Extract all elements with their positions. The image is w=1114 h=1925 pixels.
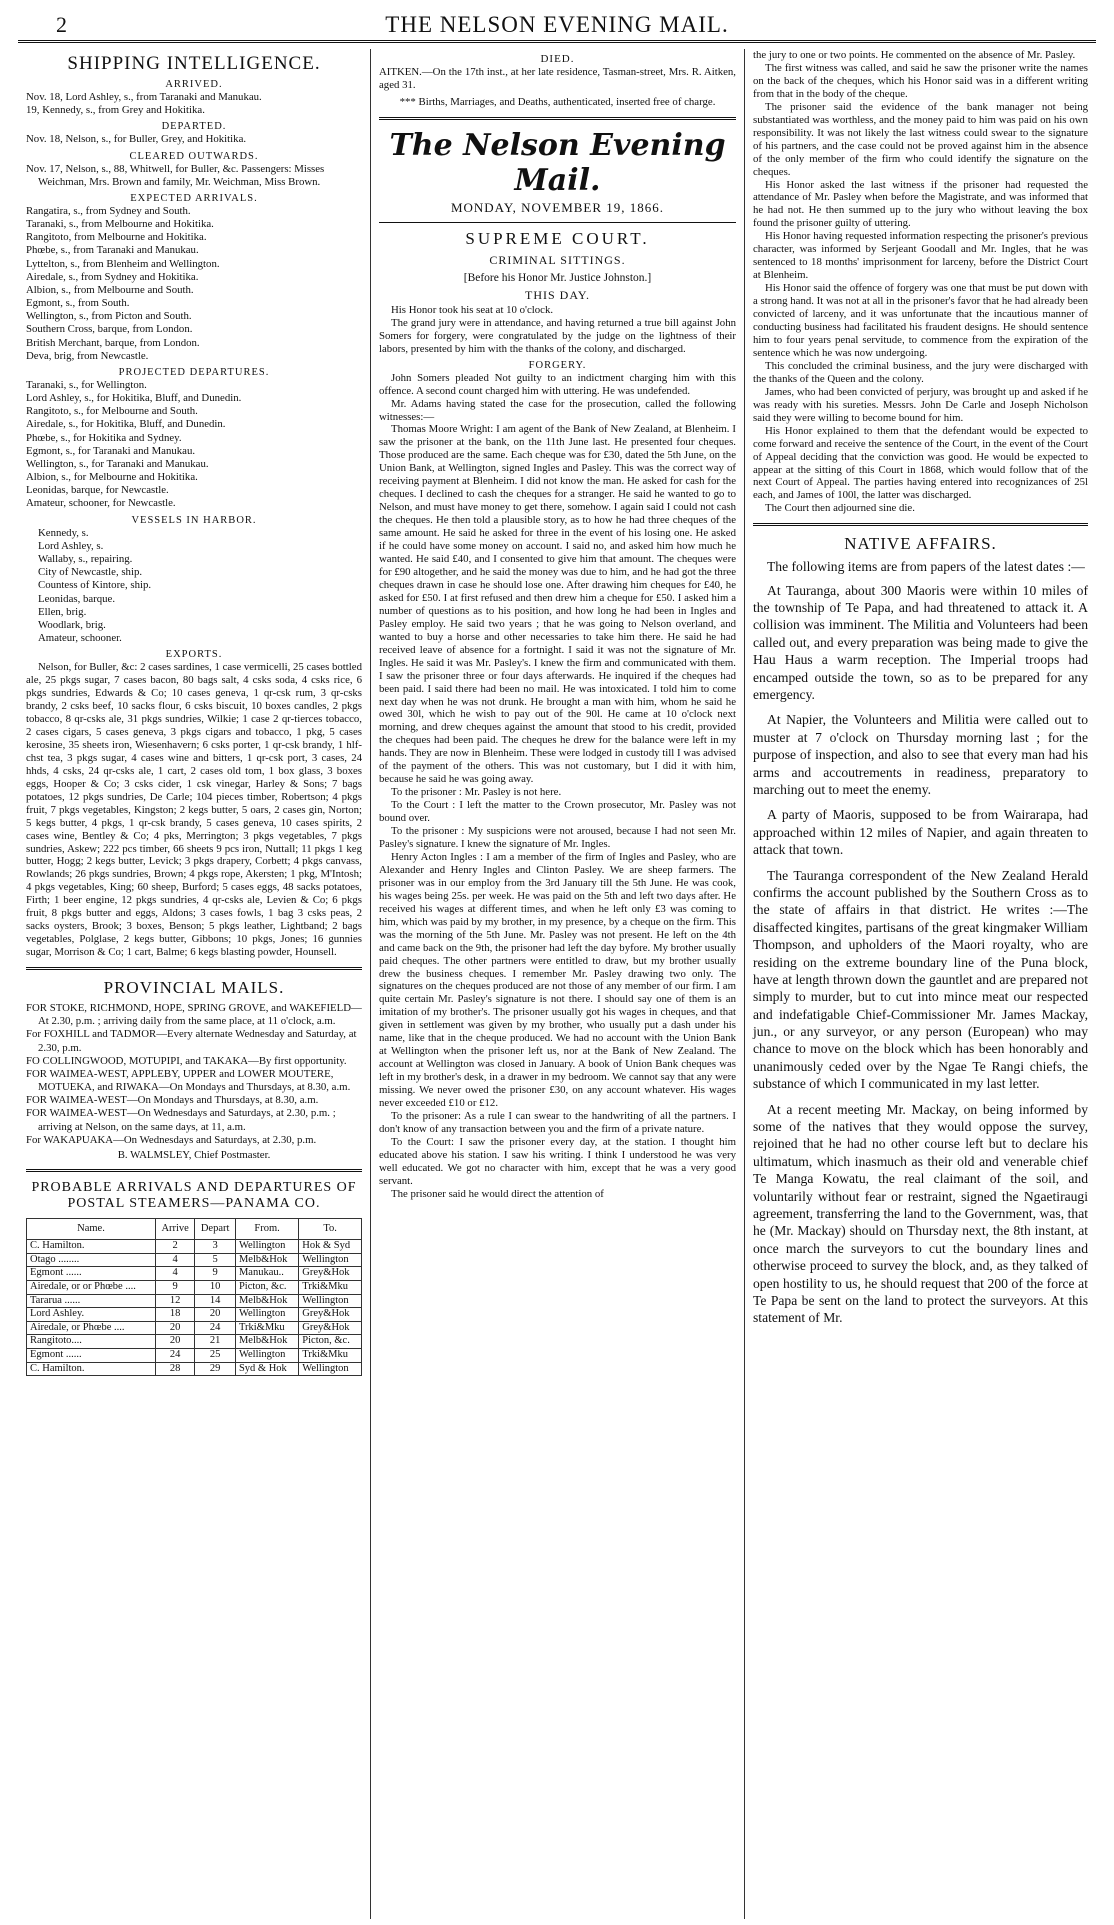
list-item: Taranaki, s., from Melbourne and Hokitika. bbox=[26, 218, 214, 231]
table-cell: Grey&Hok bbox=[299, 1321, 362, 1335]
paragraph: His Honor explained to them that the defendant would be expected to come forward and receive the sentence of the Court, in the event of the Court of Appeal deciding that the conviction was good. He would be expected to appear at the sitting of this Court in 1868, which would follow that of the next Court of Appeal. The parties having entered into recognizances of 25l each, and James of 100l, the latter was discharged. bbox=[753, 424, 1088, 502]
paragraph: The Court then adjourned sine die. bbox=[765, 502, 915, 515]
table-cell: Manukau.. bbox=[235, 1267, 298, 1281]
projected-heading: PROJECTED DEPARTURES. bbox=[118, 366, 270, 378]
list-item: City of Newcastle, ship. bbox=[38, 566, 143, 579]
table-header: From. bbox=[235, 1219, 298, 1240]
paragraph: This concluded the criminal business, and the jury were discharged with the thanks of the Queen and the colony. bbox=[753, 359, 1088, 385]
table-cell: 4 bbox=[155, 1253, 194, 1267]
table-cell: Picton, &c. bbox=[235, 1280, 298, 1294]
list-item: For FOXHILL and TADMOR—Every alternate Wednesday and Saturday, at 2.30, p.m. bbox=[26, 1028, 357, 1054]
paragraph: The grand jury were in attendance, and having returned a true bill against John Somers for forgery, were congratulated by the judge on the lightness of their labors, presented by him with the thanks of the colony, and discharged. bbox=[379, 316, 736, 355]
table-cell: 29 bbox=[195, 1362, 236, 1376]
list-item: Lord Ashley, s., for Hokitika, Bluff, and Dunedin. bbox=[26, 392, 242, 405]
list-item: Taranaki, s., for Wellington. bbox=[26, 378, 147, 391]
table-cell: 24 bbox=[155, 1348, 194, 1362]
list-item: Nov. 17, Nelson, s., 88, Whitwell, for Buller, &c. Passengers: Misses Weichman, Mrs. Brown and family, Mr. Weichman, Miss Brown. bbox=[26, 162, 325, 188]
court-this-day: THIS DAY. bbox=[524, 287, 590, 302]
list-item: FOR STOKE, RICHMOND, HOPE, SPRING GROVE, and WAKEFIELD—At 2.30, p.m. ; arriving daily from the same place, at 11 o'clock, a.m. bbox=[26, 1002, 362, 1028]
page-number: 2 bbox=[56, 12, 67, 37]
list-item: British Merchant, barque, from London. bbox=[26, 336, 200, 349]
table-cell: 28 bbox=[155, 1362, 194, 1376]
newspaper-title: THE NELSON EVENING MAIL. bbox=[385, 12, 729, 37]
list-item: Airedale, s., from Sydney and Hokitika. bbox=[26, 270, 199, 283]
list-item: FOR WAIMEA-WEST, APPLEBY, UPPER and LOWER MOUTERE, MOTUEKA, and RIWAKA—On Mondays and Thursdays, at 8.30, a.m. bbox=[26, 1067, 351, 1094]
paragraph: John Somers pleaded Not guilty to an indictment charging him with this offence. A second count charged him with uttering. He was undefended. bbox=[379, 371, 736, 397]
table-cell: 24 bbox=[195, 1321, 236, 1335]
table-row bbox=[27, 1362, 362, 1376]
table-cell: 5 bbox=[195, 1253, 236, 1267]
list-item: Amateur, schooner. bbox=[38, 632, 122, 645]
cleared-heading: CLEARED OUTWARDS. bbox=[129, 150, 259, 162]
list-item: Lord Ashley, s. bbox=[38, 539, 104, 552]
vessels-heading: VESSELS IN HARBOR. bbox=[131, 514, 257, 526]
paragraph: Henry Acton Ingles : I am a member of the firm of Ingles and Pasley, who are Alexander and Henry Ingles and Clinton Pasley. We are sheep farmers. The prisoner was in our employ from the 3rd January till the 5th June. He was cook, his wages being 25s. per week. He was paid on the 5th and left two days after. He received his wages at different times, and when he left only £3 was coming to him, which was paid by my brother, in my presence, by a cheque on the firm. This was the morning of the 5th June. Mr. Pasley was not present. He left on the 4th and came back on the 9th, the prisoner had left the day byfore. My brother usually paid cheques. The other partners were entitled to draw, but my brother usually drew the business cheques. I remember Mr. Pasley drawing two only. The signatures on the cheques produced are not those of any member of our firm. I am quite certain Mr. Pasley's signature is not there. I should say one of them is an imitation of my brother's. The prisoner usually got his wages in cheques, and that given in settlement was given by my brother, who usually put a dash under his name, like that in the cheque produced. We had no account with the Union Bank at Wellington when the prisoner left us, nor at the Bank of New Zealand. The account at Wellington was closed in January. A book of Union Bank cheques was left in my brother's desk, in a drawer in my bedroom. We cannot say that any were missing. We never owed the prisoner £30, on any account whatever. His wages never exceeded £10 or £12. bbox=[379, 850, 736, 1110]
table-cell: Hok & Syd bbox=[299, 1240, 362, 1254]
list-item: Egmont, s., from South. bbox=[26, 297, 130, 310]
paragraph: James, who had been convicted of perjury, was brought up and asked if he was ready with his sureties. Messrs. John De Carle and Joseph Nicholson said they were willing to become bound for him. bbox=[753, 385, 1088, 424]
forgery-text bbox=[379, 372, 736, 1201]
exports-text: Nelson, for Buller, &c: 2 cases sardines, 1 case vermicelli, 25 cases bottled ale, 25 pkgs sugar, 7 cases bacon, 80 bags salt, 4 csks soda, 4 csks rice, 6 pkgs sundries, Edwards & Co; 10 cases geneva, 1 qr-csk rum, 3 qr-csks brandy, 2 csks beef, 10 sacks flour, 6 csks biscuit, 10 boxes candles, 2 pkgs tobacco, 8 qr-csks ale, 31 pkgs sundries, Wilkie; 1 case 2 qr-tierces tobacco, 2 cases cigars, 5 cases geneva, 3 pkgs cigars and tobacco, 1 pkg, 5 cases kerosine, 35 sheets iron, Wiesenhavern; 6 csks porter, 1 qr-csk brandy, 1 hlf-chst tea, 3 pkgs sugar, 4 cases wine and bitters, 1 qr-csk port, 3 cases, 24 hhds, 4 csks, 24 qr-csks ale, 1 cart, 2 cases old tom, 1 box glass, 3 boxes eggs, Hooper & Co; 3 csks cider, 1 csk vinegar, Harley & Sons; 7 bags potatoes, 12 pkgs sundries, De Carle; 104 pieces timber, Robertson; 4 pkgs fruit, 7 pkgs vegetables, Kingston; 2 kegs butter, 5 oars, 2 cases gin, Norton; 5 kegs butter, 4 pkgs, 1 qr-csk brandy, 5 cases geneva, 10 cases spirits, 2 cases wine, Bentley & Co; 4 pks, Merrington; 3 pkgs vegetables, 7 pkgs sundries, Askew; 222 pcs timber, 66 sheets 9 pcs iron, Nuttall; 11 pkgs 1 keg butter, Hogg; 2 kegs butter, Levick; 3 pkgs drapery, Corbett; 4 pkgs canvass, Rowlands; 26 pkgs sundries, Brown; 4 pkgs rope, Akersten; 1 pkg, M'Intosh; 4 pkgs vegetables, King; 60 sheep, Burford; 5 cases eggs, 48 sacks potatoes, Firth; 1 beer engine, 12 pkgs sundries, 4 qr-csks ale, Levien & Co; 6 pkgs fruit, 8 pkgs butter and eggs, Aldons; 3 cases fowls, 1 bag 3 csks peas, 2 sacks oysters, Brook; 3 boxes, Benson; 5 pkgs leather, Lightband; 2 bags vegetables, Polglase, 2 kegs butter, Gibbons; 10 pkgs, Jones; 16 gunnies sugar, Morrison & Co; 1 cart, Balme; 6 kegs blasting powder, Hounsell. bbox=[26, 661, 362, 959]
paragraph: His Honor said the offence of forgery was one that must be put down with a strong hand. It was not at all in the prisoner's favor that he had already been convicted of larceny, and it was unfortunate that the incautious manner of conducting business had facilitated his fraudent designs. He should sentence him to four years penal servitude, to commence from the expiration of the sentence which he was now undergoing. bbox=[753, 282, 1088, 359]
table-row bbox=[27, 1308, 362, 1322]
table-cell: 25 bbox=[195, 1348, 236, 1362]
paragraph: The prisoner said the evidence of the bank manager not being substantiated was worthless, and the money paid to him was paid on his own responsibility. It was not likely the last witness could swear to the signature of his partners, and the case could not be proved against him in the absence of the only member of the firm who could identify the signature on the cheques. bbox=[753, 100, 1088, 178]
table-cell: Trki&Mku bbox=[299, 1348, 362, 1362]
died-text: AITKEN.—On the 17th inst., at her late residence, Tasman-street, Mrs. R. Aitken, aged 31. bbox=[379, 66, 736, 91]
paper-date: MONDAY, NOVEMBER 19, 1866. bbox=[450, 199, 665, 215]
forgery-heading: FORGERY. bbox=[528, 359, 587, 371]
departed-list bbox=[26, 133, 362, 146]
list-item: Countess of Kintore, ship. bbox=[38, 579, 152, 592]
list-item: Nov. 18, Nelson, s., for Buller, Grey, and Hokitika. bbox=[26, 133, 247, 146]
paragraph: The Tauranga correspondent of the New Zealand Herald confirms the account published by the Southern Cross as to the state of affairs in that district. He writes :—The disaffected kingites, partisans of the great kingmaker William Thompson, and upholders of the Maori royalty, who are residing on the extreme boundary line of the Puna block, have at length thrown down the gauntlet and are prepared not simply to murder, but to cut into mince meat our respected and indefatigable Chief-Commissioner Mr. James Mackay, jun., or any surveyor, or any person (European) who may chance to move on the block which has been honorably and unanimously ceded over by the Ngae Te Rangi chiefs, the substance of which I communicated in my last letter. bbox=[753, 867, 1088, 1092]
list-item: Ellen, brig. bbox=[38, 605, 87, 618]
list-item: Rangatira, s., from Sydney and South. bbox=[26, 204, 191, 217]
table-cell: Airedale, or Phœbe .... bbox=[27, 1321, 156, 1335]
table-cell: 9 bbox=[195, 1267, 236, 1281]
list-item: Rangitoto, from Melbourne and Hokitika. bbox=[26, 231, 207, 244]
vessels-list bbox=[26, 527, 362, 646]
table-cell: Wellington bbox=[235, 1348, 298, 1362]
table-row bbox=[27, 1280, 362, 1294]
paper-title: The Nelson Evening Mail. bbox=[389, 127, 726, 198]
paragraph: Mr. Adams having stated the case for the prosecution, called the following witnesses:— bbox=[379, 397, 736, 423]
list-item: Southern Cross, barque, from London. bbox=[26, 323, 193, 336]
table-cell: Lord Ashley. bbox=[27, 1308, 156, 1322]
table-cell: Wellington bbox=[235, 1240, 298, 1254]
departed-heading: DEPARTED. bbox=[161, 121, 227, 133]
paragraph: His Honor took his seat at 10 o'clock. bbox=[391, 303, 554, 316]
table-cell: Egmont ...... bbox=[27, 1348, 156, 1362]
table-cell: Grey&Hok bbox=[299, 1308, 362, 1322]
table-cell: 4 bbox=[155, 1267, 194, 1281]
table-row bbox=[27, 1348, 362, 1362]
list-item: Airedale, s., for Hokitika, Bluff, and Dunedin. bbox=[26, 418, 226, 431]
list-item: FOR WAIMEA-WEST—On Wednesdays and Saturdays, at 2.30, p.m. ; arriving at Nelson, on the same days, at 11, a.m. bbox=[26, 1107, 336, 1133]
list-item: Amateur, schooner, for Newcastle. bbox=[26, 497, 176, 510]
list-item: Phœbe, s., for Hokitika and Sydney. bbox=[26, 431, 182, 444]
cleared-list bbox=[26, 163, 362, 189]
table-cell: 21 bbox=[195, 1335, 236, 1349]
list-item: Albion, s., from Melbourne and South. bbox=[26, 283, 194, 296]
table-header: To. bbox=[299, 1219, 362, 1240]
table-cell: Rangitoto.... bbox=[27, 1335, 156, 1349]
bmd-notice: *** Births, Marriages, and Deaths, authenticated, inserted free of charge. bbox=[399, 95, 716, 108]
paragraph: To the Court: I saw the prisoner every day, at the station. I thought him educated above his station. I saw his writing. I think I understood he was very well educated. We got no character with him, except that he was a very good servant. bbox=[379, 1135, 736, 1187]
shipping-heading: SHIPPING INTELLIGENCE. bbox=[67, 53, 321, 74]
list-item: Woodlark, brig. bbox=[38, 618, 106, 631]
paragraph: The prisoner said he would direct the attention of bbox=[391, 1187, 604, 1200]
exports-heading: EXPORTS. bbox=[165, 649, 223, 661]
list-item: Wellington, s., for Taranaki and Manukau. bbox=[26, 457, 209, 470]
table-row bbox=[27, 1335, 362, 1349]
table-cell: Trki&Mku bbox=[299, 1280, 362, 1294]
table-cell: 20 bbox=[155, 1335, 194, 1349]
expected-heading: EXPECTED ARRIVALS. bbox=[130, 192, 258, 204]
table-cell: Wellington bbox=[299, 1253, 362, 1267]
table-row bbox=[27, 1321, 362, 1335]
court-heading: SUPREME COURT. bbox=[465, 228, 650, 248]
paragraph: At a recent meeting Mr. Mackay, on being informed by some of the natives that they would oppose the survey, rejoined that he had no other course left but to declare his ultimatum, which inasmuch as their old and venerable chief Te Manga Kowatu, the real claimant of the soil, and voluntarily without fear or restraint, signed the Ngaetiraugi agreement, transferring the land to the Government, was, that he (Mr. Mackay) should on Thursday next, the 8th instant, at once march the surveyors to cut the boundary lines and otherwise proceed to survey the block, and, as they talked of open hostility to us, he should request that 200 of the force at Te Papa be sent on the land to protect the surveyors. At this statement of Mr. bbox=[753, 1101, 1088, 1326]
list-item: Leonidas, barque, for Newcastle. bbox=[26, 484, 169, 497]
list-item: Lyttelton, s., from Blenheim and Wellington. bbox=[26, 257, 220, 270]
table-cell: 18 bbox=[155, 1308, 194, 1322]
paragraph: The following items are from papers of the latest dates :— bbox=[767, 559, 1085, 575]
paragraph: To the prisoner : My suspicions were not aroused, because I had not seen Mr. Pasley's signature. I knew the signature of Mr. Ingles. bbox=[379, 825, 736, 850]
table-cell: Syd & Hok bbox=[235, 1362, 298, 1376]
paragraph: At Tauranga, about 300 Maoris were within 10 miles of the township of Te Papa, and had threatened to attack it. A collision was imminent. The Militia and Volunteers had been called out, and every preparation was being made to give the Hau Haus a warm reception. The Imperial troops had encamped outside the town, so as to be prepared for any emergency. bbox=[753, 582, 1088, 703]
list-item: Phœbe, s., from Taranaki and Manukau. bbox=[26, 244, 199, 257]
table-cell: Grey&Hok bbox=[299, 1267, 362, 1281]
paragraph: Thomas Moore Wright: I am agent of the Bank of New Zealand, at Blenheim. I saw the prisoner at the bank, on the 11th June last. He presented four cheques. Those produced are the same. Each cheque was for £30, dated the 5th June, on the Union Bank, at Wellington, signed Ingles and Pasley. This was the correct way of receiving payment at Blenheim. I did not know the man. He asked for cash for the cheques. I declined to cash the cheques for a stranger. He said he wanted to go to Nelson, and must have money to get there, somehow. I again said I could not cash the cheques. He then told a plausible story, as to how he had three cheques of the same amount. He said he asked for three in the event of his losing one. He asked if he could have some money on account. I said no, and asked him how much he wanted. He said £40, and I consented to give him that amount. The cheques were for £90 altogether, and he said the money was due to him, and he had got the three cheques drawn in case he should lose one. After drawing him cheques for £40, he asked for £50. I at first refused and then drew him a cheque for £50. I asked him a number of questions as to his position, and how long he had been in Ingles and Pasley employ. He said two years ; that he was going to Nelson overland, and wanted to buy a horse and other necessaries to take him there. He said he had received leave of absence for a fortnight. I said it was not the signature of Mr. Ingles. He said it was Mr. Pasley's. I knew the firm and communicated with them. I saw the prisoner three or four days afterwards. He inquired if the cheques had been paid. I said there had been no mail. He was intoxicated. I told him to come next day when he was not drunk. He brought a man with him, whom he said he owed 30l, which he wish to pay out of the 90l. He came at 10 o'clock next morning, and drew cheques against the amount that stood to his credit, provided the cheques had been paid. The cheques he drew for the balance were left in my hands. They are now in Blenheim. These were lodged in custody till I was advised of the payment of the others. This was not customary, but I did it with him, because he said he was going away. bbox=[379, 423, 736, 786]
table-cell: Airedale, or or Phœbe .... bbox=[27, 1280, 156, 1294]
table-cell: Wellington bbox=[299, 1294, 362, 1308]
table-header: Name. bbox=[27, 1219, 156, 1240]
list-item: Egmont, s., for Taranaki and Manukau. bbox=[26, 444, 196, 457]
table-cell: Melb&Hok bbox=[235, 1294, 298, 1308]
table-cell: 2 bbox=[155, 1240, 194, 1254]
list-item: For WAKAPUAKA—On Wednesdays and Saturdays, at 2.30, p.m. bbox=[26, 1133, 317, 1146]
paragraph: His Honor asked the last witness if the prisoner had requested the attendance of Mr. Pasley when before the Magistrate, and was informed that he had not. He then summed up to the jury who without leaving the box found the prisoner guilty of uttering. bbox=[753, 178, 1088, 230]
paragraph: To the Court : I left the matter to the Crown prosecutor, Mr. Pasley was not bound over. bbox=[379, 799, 736, 825]
court-continued bbox=[753, 49, 1088, 515]
table-cell: Melb&Hok bbox=[235, 1253, 298, 1267]
list-item: Albion, s., for Melbourne and Hokitika. bbox=[26, 471, 198, 484]
table-cell: 12 bbox=[155, 1294, 194, 1308]
list-item: Kennedy, s. bbox=[38, 526, 89, 539]
table-header: Arrive bbox=[155, 1219, 194, 1240]
table-cell: 3 bbox=[195, 1240, 236, 1254]
mails-heading: PROVINCIAL MAILS. bbox=[103, 978, 285, 998]
table-cell: Wellington bbox=[299, 1362, 362, 1376]
list-item: 19, Kennedy, s., from Grey and Hokitika. bbox=[26, 104, 205, 117]
table-cell: Otago ........ bbox=[27, 1253, 156, 1267]
list-item: Deva, brig, from Newcastle. bbox=[26, 349, 149, 362]
arrived-heading: ARRIVED. bbox=[165, 79, 223, 90]
table-row bbox=[27, 1240, 362, 1254]
column-1 bbox=[18, 49, 370, 1919]
paragraph: The first witness was called, and said he saw the prisoner write the names on the back of the cheques, which his Honor said was in a different writing from that in the body of the cheque. bbox=[753, 61, 1088, 100]
table-row bbox=[27, 1267, 362, 1281]
paragraph: At Napier, the Volunteers and Militia were called out to muster at 7 o'clock on Thursday morning last ; for the purpose of inspection, and also to see that every man had his arms and accoutrements in readiness, preparatory to marching out to meet the enemy. bbox=[753, 712, 1088, 797]
native-text bbox=[753, 558, 1088, 1326]
table-cell: Trki&Mku bbox=[235, 1321, 298, 1335]
table-cell: 9 bbox=[155, 1280, 194, 1294]
table-cell: C. Hamilton. bbox=[27, 1362, 156, 1376]
table-cell: 14 bbox=[195, 1294, 236, 1308]
table-row bbox=[27, 1294, 362, 1308]
list-item: Leonidas, barque. bbox=[38, 592, 116, 605]
steamers-table bbox=[26, 1218, 362, 1376]
list-item: Wallaby, s., repairing. bbox=[38, 552, 133, 565]
steamers-heading: PROBABLE ARRIVALS AND DEPARTURES OF POSTAL STEAMERS—PANAMA CO. bbox=[31, 1180, 357, 1212]
table-cell: Egmont ...... bbox=[27, 1267, 156, 1281]
column-2 bbox=[370, 49, 744, 1919]
paragraph: To the prisoner : Mr. Pasley is not here. bbox=[391, 786, 562, 799]
table-cell: 20 bbox=[195, 1308, 236, 1322]
list-item: Nov. 18, Lord Ashley, s., from Taranaki and Manukau. bbox=[26, 91, 262, 103]
table-cell: Picton, &c. bbox=[299, 1335, 362, 1349]
table-cell: Melb&Hok bbox=[235, 1335, 298, 1349]
table-cell: Wellington bbox=[235, 1308, 298, 1322]
table-cell: Tararua ...... bbox=[27, 1294, 156, 1308]
arrived-list bbox=[26, 91, 362, 117]
projected-list bbox=[26, 379, 362, 511]
paragraph: the jury to one or two points. He commented on the absence of Mr. Pasley. bbox=[753, 49, 1076, 61]
table-cell: 20 bbox=[155, 1321, 194, 1335]
table-cell: 10 bbox=[195, 1280, 236, 1294]
table-row bbox=[27, 1253, 362, 1267]
list-item: FO COLLINGWOOD, MOTUPIPI, and TAKAKA—By first opportunity. bbox=[26, 1054, 347, 1067]
native-heading: NATIVE AFFAIRS. bbox=[844, 534, 997, 554]
table-header: Depart bbox=[195, 1219, 236, 1240]
list-item: Wellington, s., from Picton and South. bbox=[26, 310, 192, 323]
mails-list bbox=[26, 1002, 362, 1147]
paragraph: A party of Maoris, supposed to be from Wairarapa, had approached within 12 miles of Napier, and again threaten to attack that town. bbox=[753, 807, 1088, 858]
paragraph: To the prisoner: As a rule I can swear to the handwriting of all the partners. I don't know of any transaction between you and the firm of a private nature. bbox=[379, 1110, 736, 1135]
court-intro bbox=[379, 304, 736, 356]
masthead bbox=[18, 10, 1096, 43]
list-item: Rangitoto, s., for Melbourne and South. bbox=[26, 405, 198, 418]
list-item: FOR WAIMEA-WEST—On Mondays and Thursdays, at 8.30, a.m. bbox=[26, 1094, 319, 1107]
died-heading: DIED. bbox=[540, 53, 575, 65]
table-cell: C. Hamilton. bbox=[27, 1240, 156, 1254]
paragraph: His Honor having requested information respecting the prisoner's previous character, was informed by Serjeant Goodall and Mr. Ingles, that he was sentenced to 18 months' imprisonment for larceny, before the District Court at Blenheim. bbox=[753, 230, 1088, 282]
expected-list bbox=[26, 205, 362, 363]
court-before: [Before his Honor Mr. Justice Johnston.] bbox=[463, 271, 652, 284]
court-subheading: CRIMINAL SITTINGS. bbox=[489, 252, 626, 267]
column-3 bbox=[744, 49, 1096, 1919]
postmaster-signature: B. WALMSLEY, Chief Postmaster. bbox=[117, 1149, 271, 1161]
